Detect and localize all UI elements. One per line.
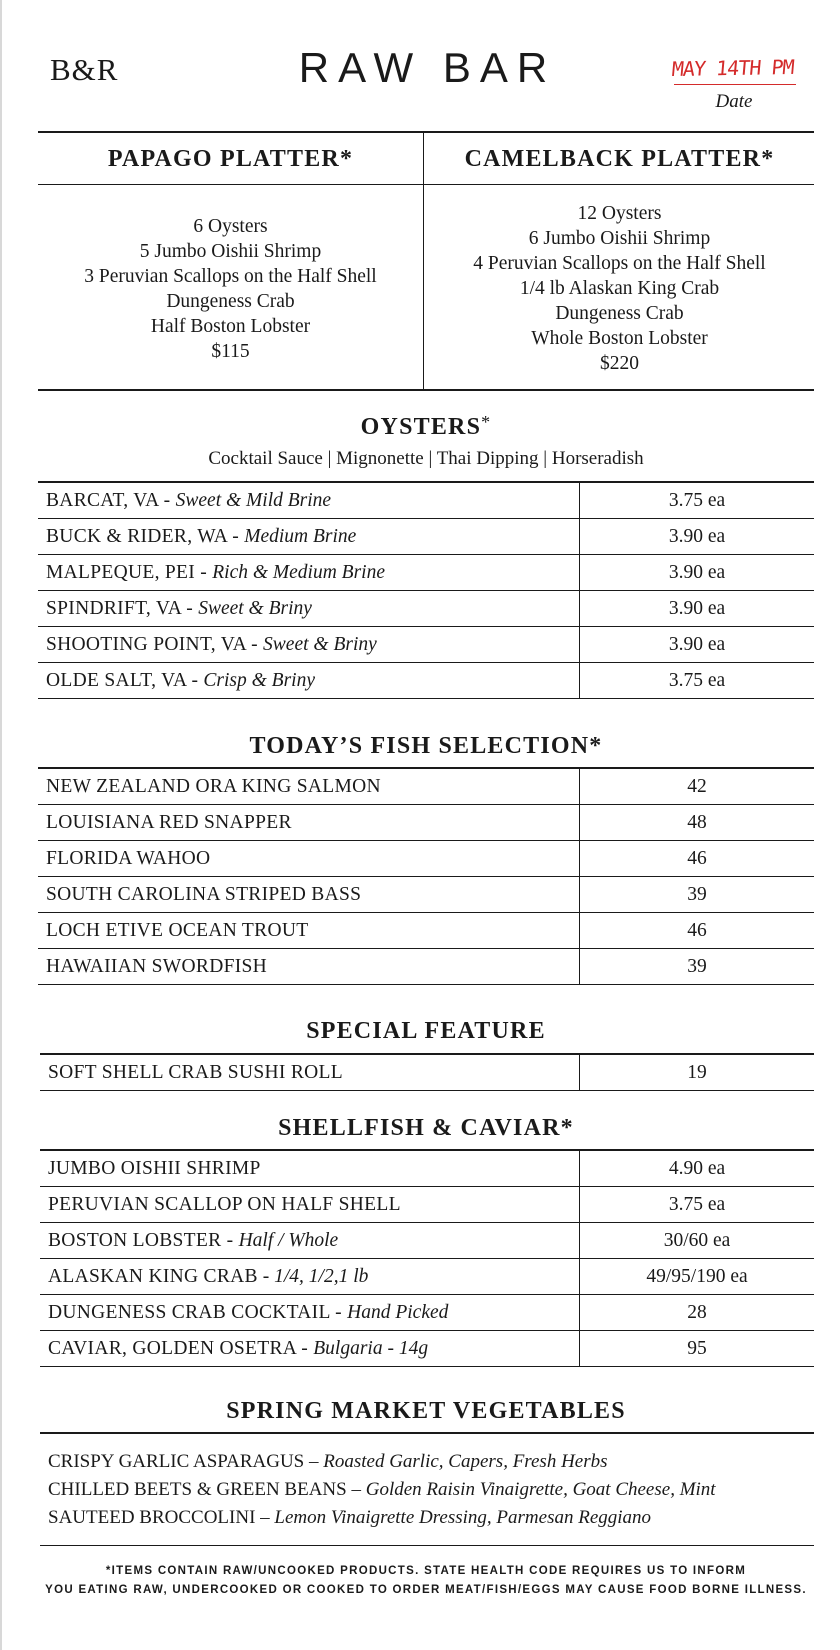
platter-price: $220 xyxy=(600,353,639,374)
table-row xyxy=(40,1223,814,1259)
fish-section-title: TODAY’S FISH SELECTION* xyxy=(249,733,603,759)
table-row xyxy=(38,555,814,591)
item-price: 3.90 ea xyxy=(580,591,815,627)
vegetable-description: Golden Raisin Vinaigrette, Goat Cheese, Mint xyxy=(365,1479,716,1500)
table-row xyxy=(38,482,814,519)
item-name: BUCK & RIDER, WA xyxy=(46,525,228,547)
item-name: SHOOTING POINT, VA xyxy=(46,633,246,655)
item-price: 3.90 ea xyxy=(580,519,815,555)
vegetable-name: CHILLED BEETS & GREEN BEANS xyxy=(48,1479,347,1500)
item-price: 3.75 ea xyxy=(580,1187,815,1223)
table-row xyxy=(38,768,814,805)
item-description: Medium Brine xyxy=(244,525,357,547)
oysters-title-text: OYSTERS xyxy=(360,414,482,440)
raw-food-disclaimer xyxy=(38,1562,814,1600)
platter-bottom-rule xyxy=(38,389,814,391)
item-price: 39 xyxy=(580,949,815,985)
item-price: 46 xyxy=(580,913,815,949)
camelback-platter-items xyxy=(425,201,814,376)
oysters-section-title xyxy=(38,414,814,441)
item-description: Hand Picked xyxy=(347,1301,449,1323)
vegetables-section-title: SPRING MARKET VEGETABLES xyxy=(226,1398,626,1424)
vegetables-list xyxy=(48,1448,716,1532)
list-item: CRISPY GARLIC ASPARAGUS – Roasted Garlic, Capers, Fresh Herbs xyxy=(48,1451,608,1472)
item-name: HAWAIIAN SWORDFISH xyxy=(38,949,580,985)
vegetable-name: SAUTEED BROCCOLINI xyxy=(48,1507,256,1528)
item-name-cell: SPINDRIFT, VA - Sweet & Briny xyxy=(38,591,580,627)
list-item: CHILLED BEETS & GREEN BEANS – Golden Raisin Vinaigrette, Goat Cheese, Mint xyxy=(48,1479,716,1500)
platter-item: 3 Peruvian Scallops on the Half Shell xyxy=(84,266,377,287)
item-name: SOFT SHELL CRAB SUSHI ROLL xyxy=(40,1054,580,1091)
table-row xyxy=(38,591,814,627)
item-price: 42 xyxy=(580,768,815,805)
item-name-cell: MALPEQUE, PEI - Rich & Medium Brine xyxy=(38,555,580,591)
page-left-edge xyxy=(0,0,2,1650)
item-name: BOSTON LOBSTER xyxy=(48,1229,222,1251)
item-name: LOCH ETIVE OCEAN TROUT xyxy=(38,913,580,949)
list-item: SAUTEED BROCCOLINI – Lemon Vinaigrette Dressing, Parmesan Reggiano xyxy=(48,1507,652,1528)
item-price: 3.75 ea xyxy=(580,482,815,519)
platter-item: Dungeness Crab xyxy=(166,291,295,312)
page-title: RAW BAR xyxy=(298,44,557,91)
brand-logo: B&R xyxy=(50,52,119,87)
papago-platter-items xyxy=(38,214,423,364)
item-name-cell: BOSTON LOBSTER - Half / Whole xyxy=(40,1223,580,1259)
item-price: 46 xyxy=(580,841,815,877)
table-row xyxy=(38,913,814,949)
item-name: FLORIDA WAHOO xyxy=(38,841,580,877)
item-name-cell: ALASKAN KING CRAB - 1/4, 1/2,1 lb xyxy=(40,1259,580,1295)
camelback-platter-title: CAMELBACK PLATTER* xyxy=(464,146,775,172)
item-price: 95 xyxy=(580,1331,815,1367)
platter-item: Half Boston Lobster xyxy=(150,316,311,337)
table-row xyxy=(40,1187,814,1223)
date-underline xyxy=(674,84,796,85)
table-row xyxy=(38,663,814,699)
table-row xyxy=(38,805,814,841)
platter-item: 6 Oysters xyxy=(193,216,268,237)
table-row xyxy=(38,949,814,985)
item-name: SOUTH CAROLINA STRIPED BASS xyxy=(38,877,580,913)
papago-platter-title: PAPAGO PLATTER* xyxy=(107,146,354,172)
item-name-cell: DUNGENESS CRAB COCKTAIL - Hand Picked xyxy=(40,1295,580,1331)
item-name: ALASKAN KING CRAB xyxy=(48,1265,258,1287)
table-row xyxy=(40,1259,814,1295)
item-price: 49/95/190 ea xyxy=(580,1259,815,1295)
table-row xyxy=(38,877,814,913)
platter-item: 12 Oysters xyxy=(577,203,662,224)
disclaimer-line-2: YOU EATING RAW, UNDERCOOKED OR COOKED TO ORDER MEAT/FISH/EGGS MAY CAUSE FOOD BORNE ILLNESS. xyxy=(45,1584,807,1596)
item-name: NEW ZEALAND ORA KING SALMON xyxy=(38,768,580,805)
item-price: 39 xyxy=(580,877,815,913)
vegetable-description: Roasted Garlic, Capers, Fresh Herbs xyxy=(323,1451,608,1472)
item-name: BARCAT, VA xyxy=(46,489,159,511)
disclaimer-line-1: *ITEMS CONTAIN RAW/UNCOOKED PRODUCTS. STATE HEALTH CODE REQUIRES US TO INFORM xyxy=(105,1565,747,1577)
table-row xyxy=(40,1295,814,1331)
item-price: 3.90 ea xyxy=(580,627,815,663)
footer-rule xyxy=(40,1545,814,1546)
item-price: 28 xyxy=(580,1295,815,1331)
item-price: 48 xyxy=(580,805,815,841)
item-name: MALPEQUE, PEI xyxy=(46,561,196,583)
platter-item: 5 Jumbo Oishii Shrimp xyxy=(139,241,322,262)
platter-top-rule xyxy=(38,131,814,133)
item-price: 4.90 ea xyxy=(580,1150,815,1187)
item-name: PERUVIAN SCALLOP ON HALF SHELL xyxy=(40,1187,580,1223)
vegetables-top-rule xyxy=(40,1432,814,1434)
oysters-table xyxy=(38,481,814,699)
shellfish-table xyxy=(40,1149,814,1367)
platter-item: Dungeness Crab xyxy=(555,303,684,324)
platter-item: 1/4 lb Alaskan King Crab xyxy=(519,278,720,299)
item-price: 30/60 ea xyxy=(580,1223,815,1259)
item-description: Rich & Medium Brine xyxy=(212,561,385,583)
item-description: Crisp & Briny xyxy=(203,669,315,691)
platter-item: 4 Peruvian Scallops on the Half Shell xyxy=(473,253,766,274)
table-row xyxy=(38,627,814,663)
table-row xyxy=(40,1150,814,1187)
table-row xyxy=(40,1054,814,1091)
shellfish-section-title: SHELLFISH & CAVIAR* xyxy=(278,1115,574,1141)
item-name-cell: OLDE SALT, VA - Crisp & Briny xyxy=(38,663,580,699)
item-description: Sweet & Briny xyxy=(198,597,312,619)
item-name: LOUISIANA RED SNAPPER xyxy=(38,805,580,841)
platter-item: Whole Boston Lobster xyxy=(531,328,708,349)
platter-price: $115 xyxy=(211,341,250,362)
item-name: JUMBO OISHII SHRIMP xyxy=(40,1150,580,1187)
item-description: Sweet & Briny xyxy=(263,633,377,655)
vegetable-name: CRISPY GARLIC ASPARAGUS xyxy=(48,1451,305,1472)
platter-header-rule xyxy=(38,184,814,185)
item-name-cell: SHOOTING POINT, VA - Sweet & Briny xyxy=(38,627,580,663)
item-description: Sweet & Mild Brine xyxy=(175,489,332,511)
item-description: 1/4, 1/2,1 lb xyxy=(274,1265,369,1287)
item-name: DUNGENESS CRAB COCKTAIL xyxy=(48,1301,330,1323)
special-table xyxy=(40,1053,814,1091)
vegetable-description: Lemon Vinaigrette Dressing, Parmesan Reggiano xyxy=(274,1507,652,1528)
platter-divider xyxy=(423,132,424,390)
platter-item: 6 Jumbo Oishii Shrimp xyxy=(528,228,711,249)
special-section-title: SPECIAL FEATURE xyxy=(306,1018,546,1044)
item-name: OLDE SALT, VA xyxy=(46,669,192,691)
item-price: 19 xyxy=(580,1054,815,1091)
item-description: Half / Whole xyxy=(238,1229,339,1251)
oyster-sauces: Cocktail Sauce | Mignonette | Thai Dipping | Horseradish xyxy=(208,448,644,469)
raw-warning-asterisk: * xyxy=(481,412,492,432)
table-row xyxy=(40,1331,814,1367)
item-price: 3.90 ea xyxy=(580,555,815,591)
item-name-cell: BARCAT, VA - Sweet & Mild Brine xyxy=(38,482,580,519)
item-name-cell: CAVIAR, GOLDEN OSETRA - Bulgaria - 14g xyxy=(40,1331,580,1367)
table-row xyxy=(38,519,814,555)
item-name: SPINDRIFT, VA xyxy=(46,597,182,619)
date-label: Date xyxy=(715,91,753,112)
fish-table xyxy=(38,767,814,985)
item-name: CAVIAR, GOLDEN OSETRA xyxy=(48,1337,297,1359)
item-price: 3.75 ea xyxy=(580,663,815,699)
item-description: Bulgaria - 14g xyxy=(313,1337,429,1359)
item-name-cell: BUCK & RIDER, WA - Medium Brine xyxy=(38,519,580,555)
handwritten-date: MAY 14TH PM xyxy=(670,54,795,82)
table-row xyxy=(38,841,814,877)
